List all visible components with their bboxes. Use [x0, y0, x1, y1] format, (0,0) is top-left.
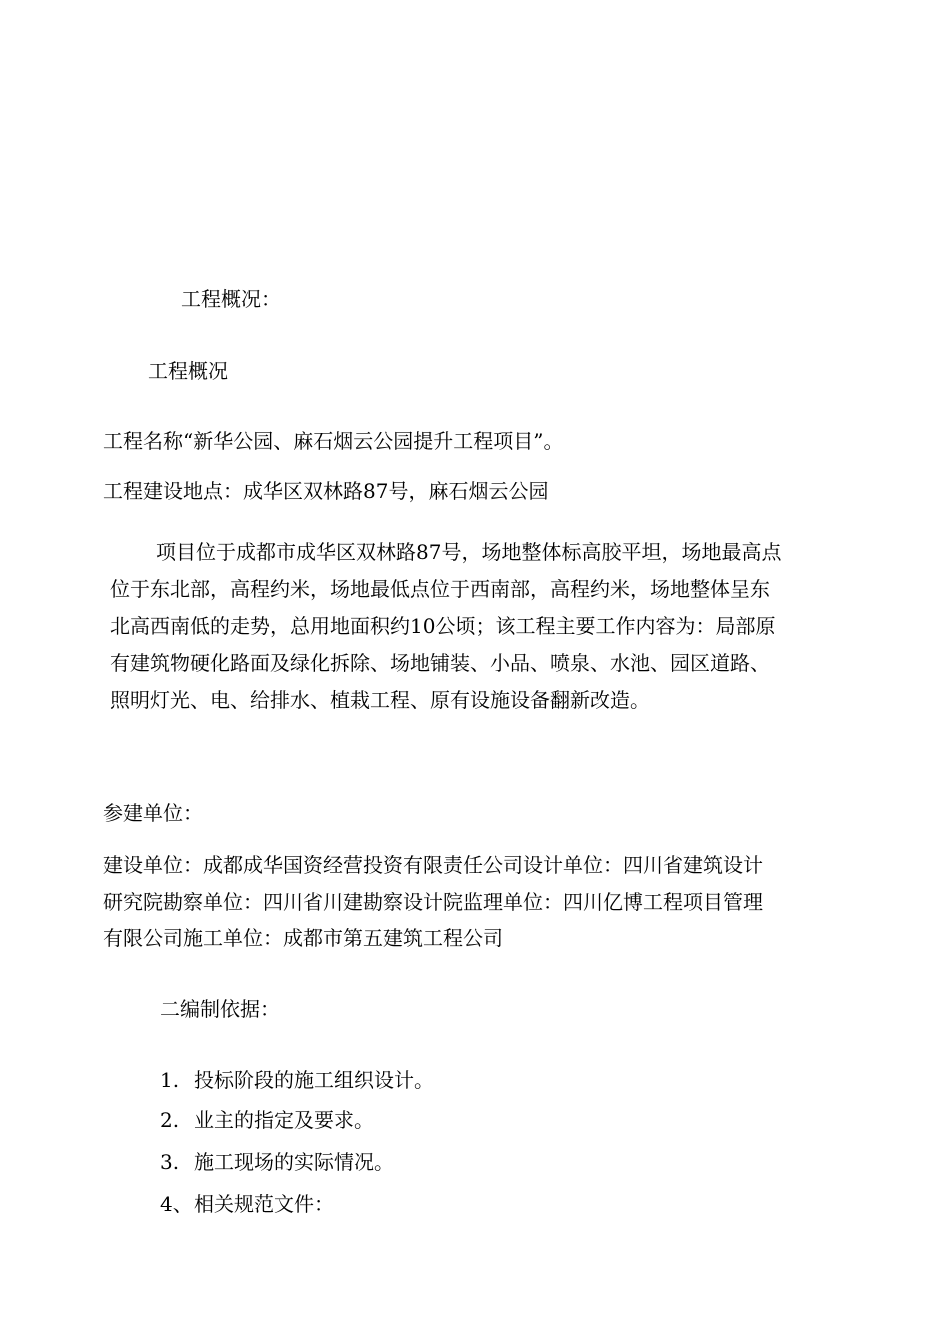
description-line: 照明灯光、电、给排水、植栽工程、原有设施设备翻新改造。 — [110, 688, 650, 712]
list-number: 4、 — [160, 1192, 193, 1216]
list-item — [160, 1108, 374, 1132]
list-number: 3. — [160, 1150, 180, 1174]
basis-heading: 二编制依据： — [160, 997, 280, 1021]
list-number: 1. — [160, 1068, 180, 1092]
project-description — [110, 540, 781, 725]
description-line: 有建筑物硬化路面及绿化拆除、场地铺装、小品、喷泉、水池、园区道路、 — [110, 651, 770, 675]
list-item — [160, 1192, 334, 1216]
list-item — [160, 1150, 394, 1174]
section-heading-overview: 工程概况： — [181, 287, 281, 311]
description-line: 北高西南低的走势，总用地面积约10公顷；该工程主要工作内容为：局部原 — [110, 614, 776, 638]
list-text: 施工现场的实际情况。 — [194, 1150, 394, 1174]
list-text: 业主的指定及要求。 — [194, 1108, 374, 1132]
list-text: 投标阶段的施工组织设计。 — [194, 1068, 434, 1092]
participants-line: 研究院勘察单位：四川省川建勘察设计院监理单位：四川亿博工程项目管理 — [103, 890, 763, 914]
participants-block — [103, 853, 763, 963]
description-line: 项目位于成都市成华区双林路87号，场地整体标高胶平坦，场地最高点 — [156, 540, 782, 564]
participants-line: 建设单位：成都成华国资经营投资有限责任公司设计单位：四川省建筑设计 — [103, 853, 763, 877]
participants-label: 参建单位： — [103, 801, 203, 825]
description-line: 位于东北部，高程约米，场地最低点位于西南部，高程约米，场地整体呈东 — [110, 577, 770, 601]
list-text: 相关规范文件： — [194, 1192, 334, 1216]
list-item — [160, 1068, 434, 1092]
project-name: 工程名称“新华公园、麻石烟云公园提升工程项目”。 — [103, 429, 564, 453]
project-location: 工程建设地点：成华区双林路87号，麻石烟云公园 — [103, 479, 549, 503]
subheading-overview: 工程概况 — [148, 359, 228, 383]
participants-line: 有限公司施工单位：成都市第五建筑工程公司 — [103, 926, 503, 950]
list-number: 2. — [160, 1108, 180, 1132]
